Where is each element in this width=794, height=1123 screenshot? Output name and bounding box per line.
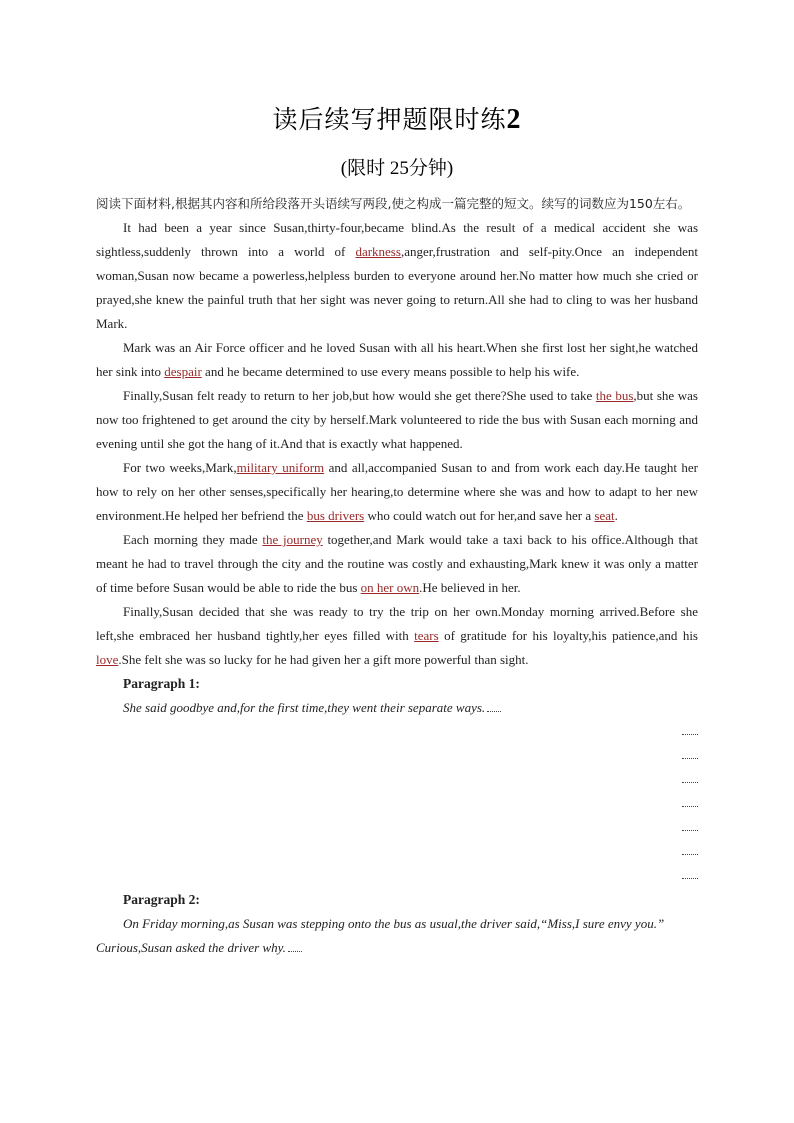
passage-paragraph: Each morning they made the journey together,and Mark would take a taxi back to his office.Although that meant he had to travel through the city and the routine was costly and exhausting,Mark knew it was only a matter of time before Susan would be able to ride the bus on her own.He believed in her. <box>96 532 698 595</box>
highlighted-word: bus drivers <box>306 508 365 523</box>
title-number: 2 <box>506 104 522 135</box>
highlighted-word: tears <box>414 628 439 643</box>
passage-paragraph: It had been a year since Susan,thirty-four,became blind.As the result of a medical accident she was sightless,suddenly thrown into a world of darkness,anger,frustration and self-pity.Once an independent woman,Susan now became a powerless,helpless burden to everyone around her.No matter how much she cried or prayed,she knew the painful truth that her sight was never going to return.All she had to cling to was her husband Mark. <box>96 220 698 331</box>
writing-line <box>96 744 698 768</box>
passage-paragraph: Mark was an Air Force officer and he loved Susan with all his heart.When she first lost her sight,he watched her sink into despair and he became determined to use every means possible to help his wife. <box>96 340 698 379</box>
writing-line <box>96 840 698 864</box>
paragraph-2-label: Paragraph 2: <box>123 892 200 907</box>
writing-area-1[interactable] <box>96 720 698 888</box>
title-text: 读后续写押题限时练 <box>272 105 507 134</box>
writing-line <box>96 864 698 888</box>
document-title <box>0 100 794 136</box>
paragraph-1-start <box>96 696 698 720</box>
instruction-text: 阅读下面材料,根据其内容和所给段落开头语续写两段,使之构成一篇完整的短文。续写的词数应为150左右。 <box>96 196 691 211</box>
passage-paragraph: Finally,Susan decided that she was ready to try the trip on her own.Monday morning arrived.Before she left,she embraced her husband tightly,her eyes filled with tears of gratitude for his loyalty,his patience,and his love.She felt she was so lucky for he had given her a gift more powerful than sight. <box>96 604 698 667</box>
highlighted-word: despair <box>164 364 202 379</box>
paragraph-2-start <box>96 912 698 960</box>
passage-paragraph: For two weeks,Mark,military uniform and all,accompanied Susan to and from work each day.He taught her how to rely on her other senses,specifically her hearing,to determine where she was and how to adapt to her new environment.He helped her befriend the bus drivers who could watch out for her,and save her a seat. <box>96 460 698 523</box>
passage-paragraphs <box>96 216 698 672</box>
highlighted-word: military uniform <box>236 460 325 475</box>
paragraph-1-label: Paragraph 1: <box>123 676 200 691</box>
writing-line <box>96 720 698 744</box>
writing-line <box>96 792 698 816</box>
writing-line <box>96 816 698 840</box>
highlighted-word: the journey <box>262 532 323 547</box>
passage-paragraph: Finally,Susan felt ready to return to her job,but how would she get there?She used to take the bus,but she was now too frightened to get around the city by herself.Mark volunteered to ride the bus with Susan each morning and evening until she got the hang of it.And that is exactly what happened. <box>96 388 698 451</box>
writing-line <box>96 768 698 792</box>
highlighted-word: love <box>96 652 119 667</box>
highlighted-word: on her own <box>360 580 420 595</box>
paragraph-2-start-text: On Friday morning,as Susan was stepping onto the bus as usual,the driver said,“Miss,I sure envy you.” Curious,Susan asked the driver why. <box>96 916 665 955</box>
highlighted-word: seat <box>594 508 615 523</box>
writing-blank <box>487 699 501 712</box>
highlighted-word: darkness <box>355 244 401 259</box>
passage-body <box>96 192 698 960</box>
paragraph-1-start-text: She said goodbye and,for the first time,they went their separate ways. <box>123 700 486 715</box>
writing-blank <box>288 939 302 952</box>
time-limit: (限时 25分钟) <box>340 158 454 179</box>
highlighted-word: the bus <box>595 388 634 403</box>
